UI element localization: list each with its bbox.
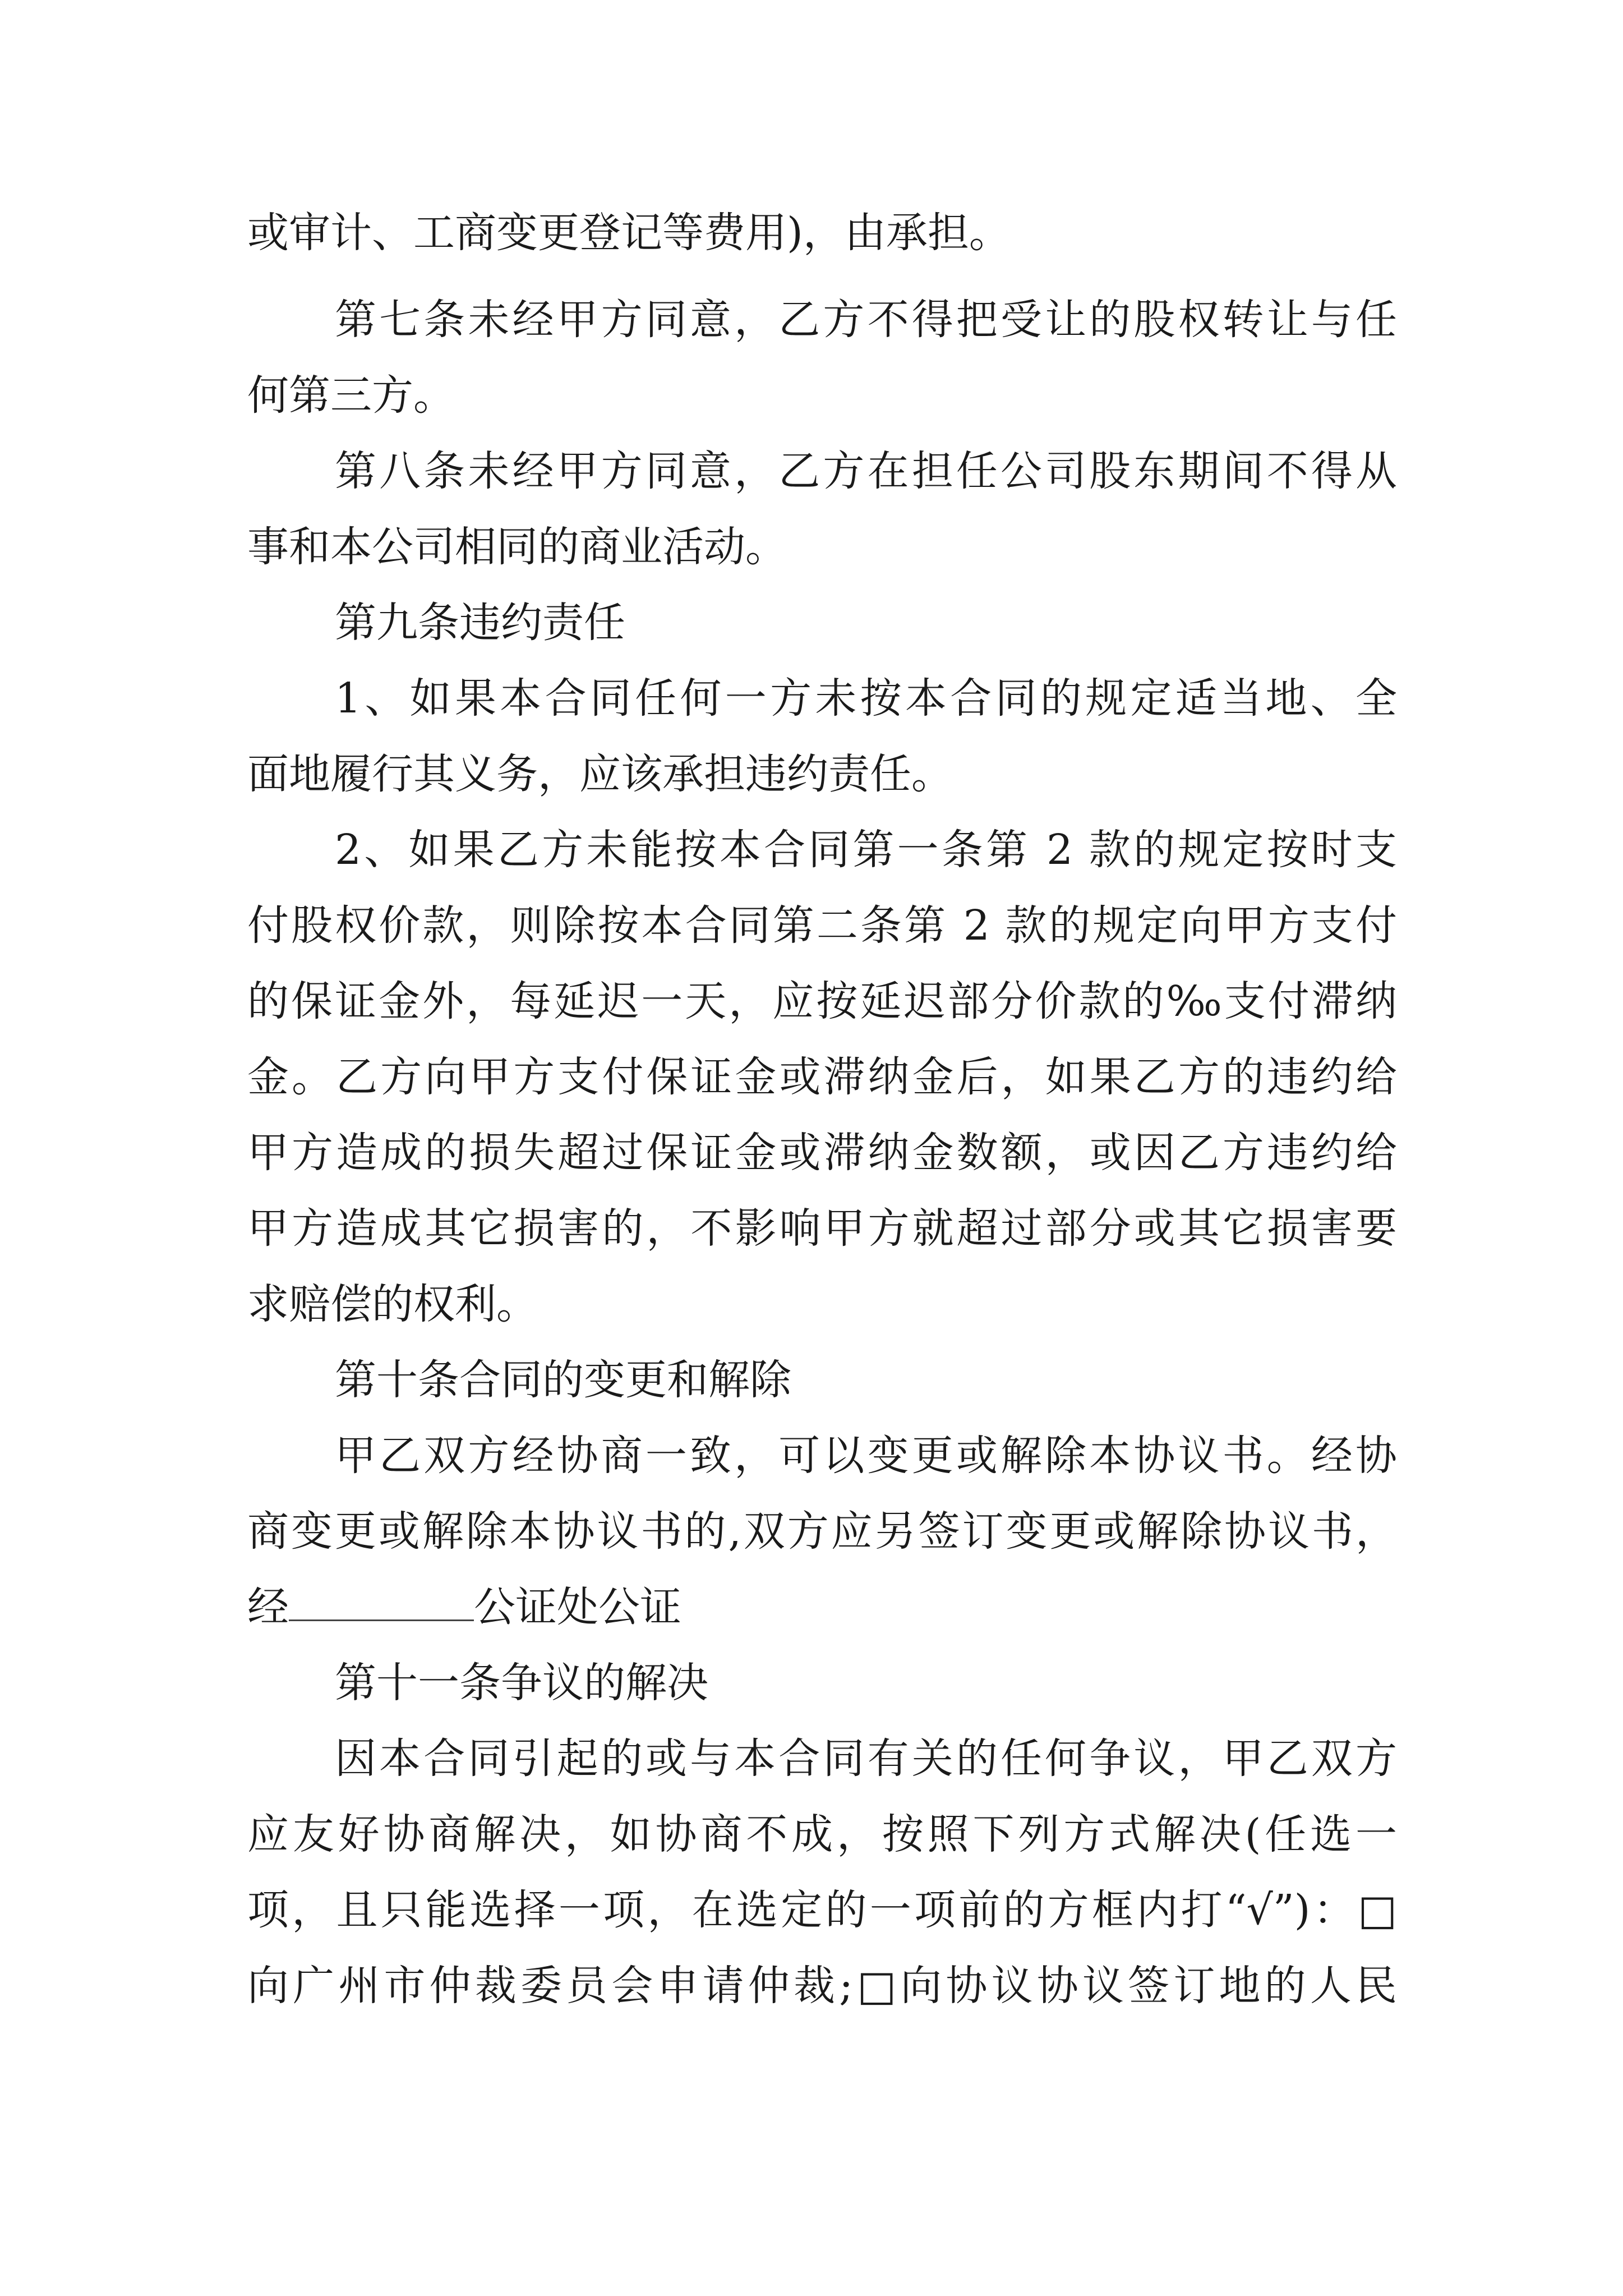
- text-line: 事和本公司相同的商业活动。: [247, 523, 787, 571]
- fill-in-blank: [289, 1586, 474, 1621]
- text-line-with-blank: [247, 1582, 1397, 1632]
- text-line: 商变更或解除本协议书的,双方应另签订变更或解除协议书，: [247, 1507, 1397, 1556]
- text-line: 1、如果本合同任何一方未按本合同的规定适当地、全: [335, 674, 1397, 723]
- text-line: 项，且只能选择一项，在选定的一项前的方框内打“√”)：□: [247, 1886, 1397, 1934]
- text-line: 甲乙双方经协商一致，可以变更或解除本协议书。经协: [335, 1432, 1397, 1480]
- text-line: 求赔偿的权利。: [247, 1280, 538, 1328]
- text-fragment: 公证处公证: [474, 1583, 681, 1631]
- text-line: 何第三方。: [247, 371, 455, 420]
- text-line: 的保证金外，每延迟一天，应按延迟部分价款的‰支付滞纳: [247, 977, 1397, 1025]
- text-line: 面地履行其义务，应该承担违约责任。: [247, 750, 953, 798]
- text-line: 因本合同引起的或与本合同有关的任何争议，甲乙双方: [335, 1734, 1397, 1783]
- text-line: 第八条未经甲方同意，乙方在担任公司股东期间不得从: [335, 447, 1397, 495]
- text-line: 2、如果乙方未能按本合同第一条第 2 款的规定按时支: [335, 826, 1397, 874]
- section-heading: 第十条合同的变更和解除: [335, 1356, 791, 1404]
- text-line: 或审计、工商变更登记等费用)，由承担。: [247, 209, 1011, 257]
- text-line: 金。乙方向甲方支付保证金或滞纳金后，如果乙方的违约给: [247, 1053, 1397, 1101]
- section-heading: 第十一条争议的解决: [335, 1659, 708, 1707]
- text-fragment: 经: [247, 1583, 289, 1631]
- text-line: 第七条未经甲方同意，乙方不得把受让的股权转让与任: [335, 296, 1397, 344]
- section-heading: 第九条违约责任: [335, 599, 625, 647]
- text-line: 甲方造成其它损害的，不影响甲方就超过部分或其它损害要: [247, 1204, 1397, 1253]
- text-line: 向广州市仲裁委员会申请仲裁;□向协议协议签订地的人民: [247, 1962, 1397, 2010]
- text-line: 应友好协商解决，如协商不成，按照下列方式解决(任选一: [247, 1810, 1397, 1858]
- text-line: 付股权价款，则除按本合同第二条第 2 款的规定向甲方支付: [247, 901, 1397, 950]
- text-line: 甲方造成的损失超过保证金或滞纳金数额，或因乙方违约给: [247, 1129, 1397, 1177]
